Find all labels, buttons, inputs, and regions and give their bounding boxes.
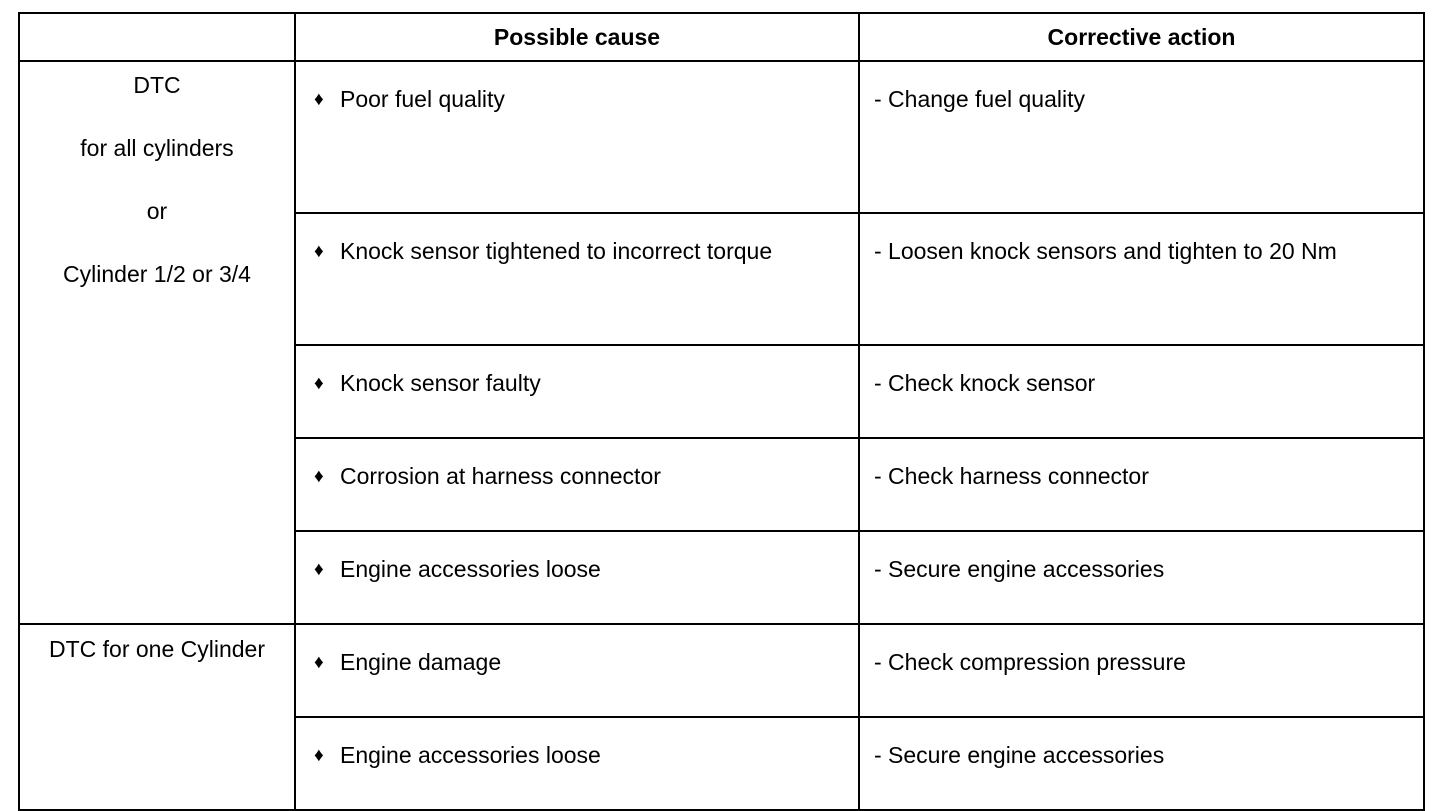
cause-text: Poor fuel quality (340, 86, 505, 112)
header-corrective-action: Corrective action (859, 13, 1424, 61)
diamond-bullet-icon: ♦ (314, 745, 324, 766)
action-cell: - Check harness connector (859, 438, 1424, 531)
action-cell: - Check compression pressure (859, 624, 1424, 717)
table-row (19, 61, 1424, 213)
action-cell: - Loosen knock sensors and tighten to 20 Nm (859, 213, 1424, 345)
cause-cell (295, 213, 859, 345)
action-cell: - Change fuel quality (859, 61, 1424, 213)
cause-text: Engine accessories loose (340, 556, 601, 582)
action-cell: - Secure engine accessories (859, 531, 1424, 624)
diamond-bullet-icon: ♦ (314, 241, 324, 262)
dtc-group-line: DTC (133, 72, 181, 98)
header-row (19, 13, 1424, 61)
cause-text: Knock sensor tightened to incorrect torque (340, 238, 773, 264)
diamond-bullet-icon: ♦ (314, 373, 324, 394)
dtc-group-line: for all cylinders (80, 135, 234, 161)
header-possible-cause: Possible cause (295, 13, 859, 61)
diamond-bullet-icon: ♦ (314, 559, 324, 580)
cause-cell (295, 624, 859, 717)
action-cell: - Check knock sensor (859, 345, 1424, 438)
diamond-bullet-icon: ♦ (314, 652, 324, 673)
action-cell: - Secure engine accessories (859, 717, 1424, 810)
dtc-group-label (19, 61, 295, 624)
diamond-bullet-icon: ♦ (314, 89, 324, 110)
header-empty (19, 13, 295, 61)
cause-cell (295, 531, 859, 624)
dtc-troubleshooting-table (18, 12, 1425, 811)
cause-cell (295, 345, 859, 438)
cause-text: Engine damage (340, 649, 502, 675)
diamond-bullet-icon: ♦ (314, 466, 324, 487)
cause-cell (295, 61, 859, 213)
dtc-group-line: Cylinder 1/2 or 3/4 (63, 261, 251, 287)
dtc-group-line: DTC for one Cylinder (48, 636, 266, 662)
table-row (19, 624, 1424, 717)
cause-text: Knock sensor faulty (340, 370, 541, 396)
cause-text: Corrosion at harness connector (340, 463, 661, 489)
cause-cell (295, 438, 859, 531)
cause-text: Engine accessories loose (340, 742, 601, 768)
cause-cell (295, 717, 859, 810)
dtc-group-label (19, 624, 295, 810)
dtc-group-line: or (146, 198, 168, 224)
